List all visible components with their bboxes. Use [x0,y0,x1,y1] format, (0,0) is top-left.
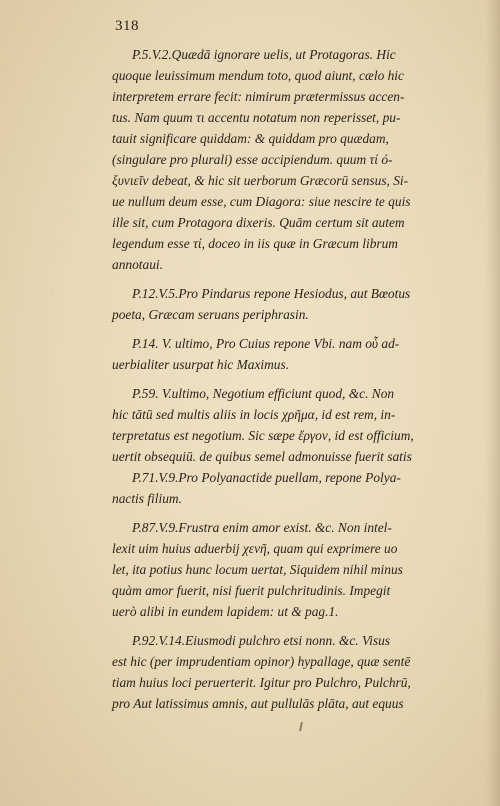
text-line: pro Aut latissimus amnis, aut pullulās plāta, aut equus [112,696,404,711]
text-line: (singulare pro plurali) esse accipiendum. quum τί ό- [112,152,393,167]
text-line: legendum esse τί, doceo in iis quæ in Græcum librum [112,236,398,251]
ink-mark [299,722,303,731]
text-line: P.12.V.5.Pro Pindarus repone Hesiodus, aut Bœotus [132,286,411,301]
text-line: P.59. V.ultimo, Negotium efficiunt quod, &c. Non [132,386,395,401]
text-line: ξυνιεῖν debeat, & hic sit uerborum Græcorū sensus, Si- [112,173,409,188]
text-line: ue nullum deum esse, cum Diagora: siue nescire te quis [112,194,411,209]
text-line: P.71.V.9.Pro Polyanactide puellam, repone Polya- [132,470,401,485]
text-line: quoque leuissimum mendum toto, quod aiunt, cælo hic [112,68,404,83]
text-line: P.5.V.2.Quædā ignorare uelis, ut Protagoras. Hic [132,47,396,62]
text-line: est hic (per imprudentiam opinor) hypallage, quæ sentē [112,654,411,669]
text-line: P.87.V.9.Frustra enim amor exist. &c. Non intel- [132,520,392,535]
text-line: P.14. V. ultimo, Pro Cuius repone Vbi. nam οὗ ad- [132,336,400,351]
text-line: uertit obsequiū. de quibus semel admonuisse fuerit satis [112,449,412,464]
text-line: terpretatus est negotium. Sic sæpe ἔργον, id est officium, [112,428,414,443]
text-line: annotaui. [112,257,163,272]
text-line: poeta, Græcam seruans periphrasin. [112,307,309,322]
text-line: nactis filium. [112,491,182,506]
text-line: uerò alibi in eundem lapidem: ut & pag.1. [112,604,339,619]
text-line: lexit uim huius aduerbij χενῆ, quam qui exprimere uo [112,541,398,556]
errata-text-block [112,44,462,714]
text-line: uerbialiter usurpat hic Maximus. [112,357,290,372]
text-line: let, ita potius hunc locum uertat, Siquidem nihil minus [112,562,403,577]
text-line: ille sit, cum Protagora dixeris. Quām certum sit autem [112,215,405,230]
text-line: tauit significare quiddam: & quiddam pro quædam, [112,131,389,146]
text-line: tiam huius loci peruerterit. Igitur pro Pulchro, Pulchrū, [112,675,411,690]
text-line: P.92.V.14.Eiusmodi pulchro etsi nonn. &c. Visus [132,633,391,648]
text-line: quàm amor fuerit, nisi fuerit pulchritudinis. Impegit [112,583,391,598]
text-line: interpretem errare fecit: nimirum prætermissus accen- [112,89,405,104]
page-number: 318 [115,18,139,34]
text-line: hic tātū sed multis aliis in locis χρῆμα, id est rem, in- [112,407,396,422]
text-line: tus. Nam quum τι accentu notatum non reperisset, pu- [112,110,401,125]
